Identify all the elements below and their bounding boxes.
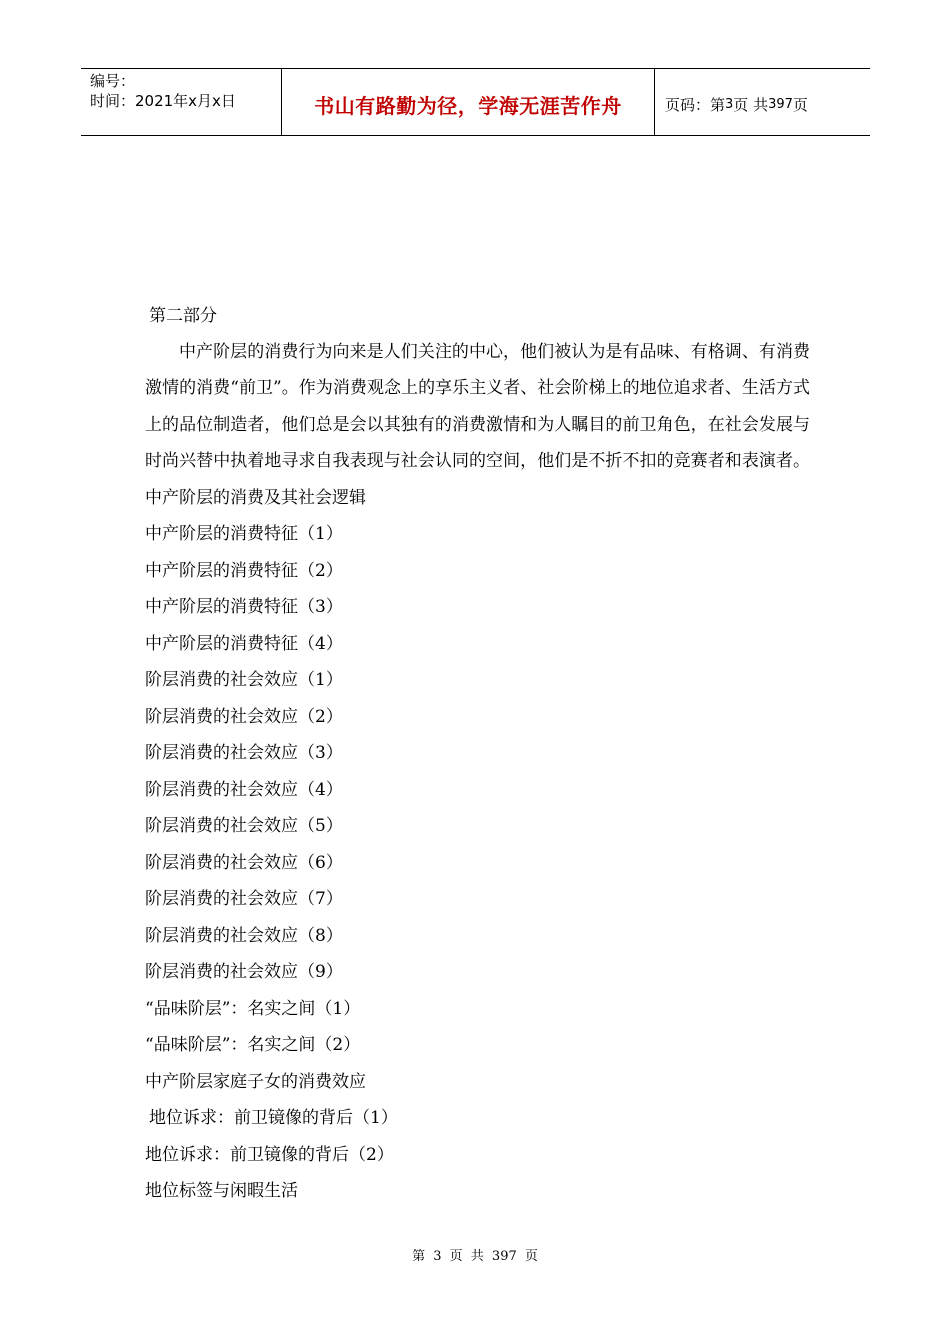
page-label-mid: 页 共 [733,95,769,114]
header-meta-cell [81,69,282,135]
list-item: 阶层消费的社会效应（7） [145,889,343,910]
list-item: 中产阶层的消费特征（3） [145,597,343,618]
list-item: 中产阶层的消费特征（4） [145,633,343,654]
list-item: 阶层消费的社会效应（3） [145,743,343,764]
list-item: 中产阶层家庭子女的消费效应 [145,1071,366,1092]
list-item: 阶层消费的社会效应（2） [145,706,343,727]
list-item: 阶层消费的社会效应（4） [145,779,343,800]
list-item: 阶层消费的社会效应（6） [145,852,343,873]
list-item: 阶层消费的社会效应（8） [145,925,343,946]
list-item: 地位诉求：前卫镜像的背后（1） [149,1108,398,1129]
section-title: 第二部分 [149,306,217,326]
list-item: 中产阶层的消费特征（2） [145,560,343,581]
page-label-suffix: 页 [792,95,808,114]
list-item: 地位标签与闲暇生活 [145,1181,298,1202]
header-page-info [655,69,870,135]
page-total: 397 [768,96,793,112]
page-footer: 第 3 页 共 397 页 [412,1249,538,1264]
list-item: 地位诉求：前卫镜像的背后（2） [145,1144,394,1165]
list-item: “品味阶层”：名实之间（2） [145,1035,361,1056]
intro-paragraph: 中产阶层的消费行为向来是人们关注的中心，他们被认为是有品味、有格调、有消费激情的消费“前卫”。作为消费观念上的享乐主义者、社会阶梯上的地位追求者、生活方式上的品位制造者，他们总是会以其独有的消费激情和为人瞩目的前卫角色，在社会发展与时尚兴替中执着地寻求自我表现与社会认同的空间，他们是不折不扣的竞赛者和表演者。 中产阶层的消费及其社会逻辑 [145,342,810,508]
list-item: 阶层消费的社会效应（9） [145,962,343,983]
header-motto: 书山有路勤为径，学海无涯苦作舟 [282,69,655,135]
page-label-prefix: 页码：第 [665,95,726,114]
list-item: 中产阶层的消费特征（1） [145,524,343,545]
code-label: 编号： [90,72,136,90]
list-item: “品味阶层”：名实之间（1） [145,998,361,1019]
header-table [81,68,870,136]
document-body [145,298,810,1210]
list-item: 阶层消费的社会效应（5） [145,816,343,837]
page-current: 3 [725,96,734,112]
outline-list [145,516,810,1210]
date-label: 时间：2021年x月x日 [90,92,236,110]
list-item: 阶层消费的社会效应（1） [145,670,343,691]
